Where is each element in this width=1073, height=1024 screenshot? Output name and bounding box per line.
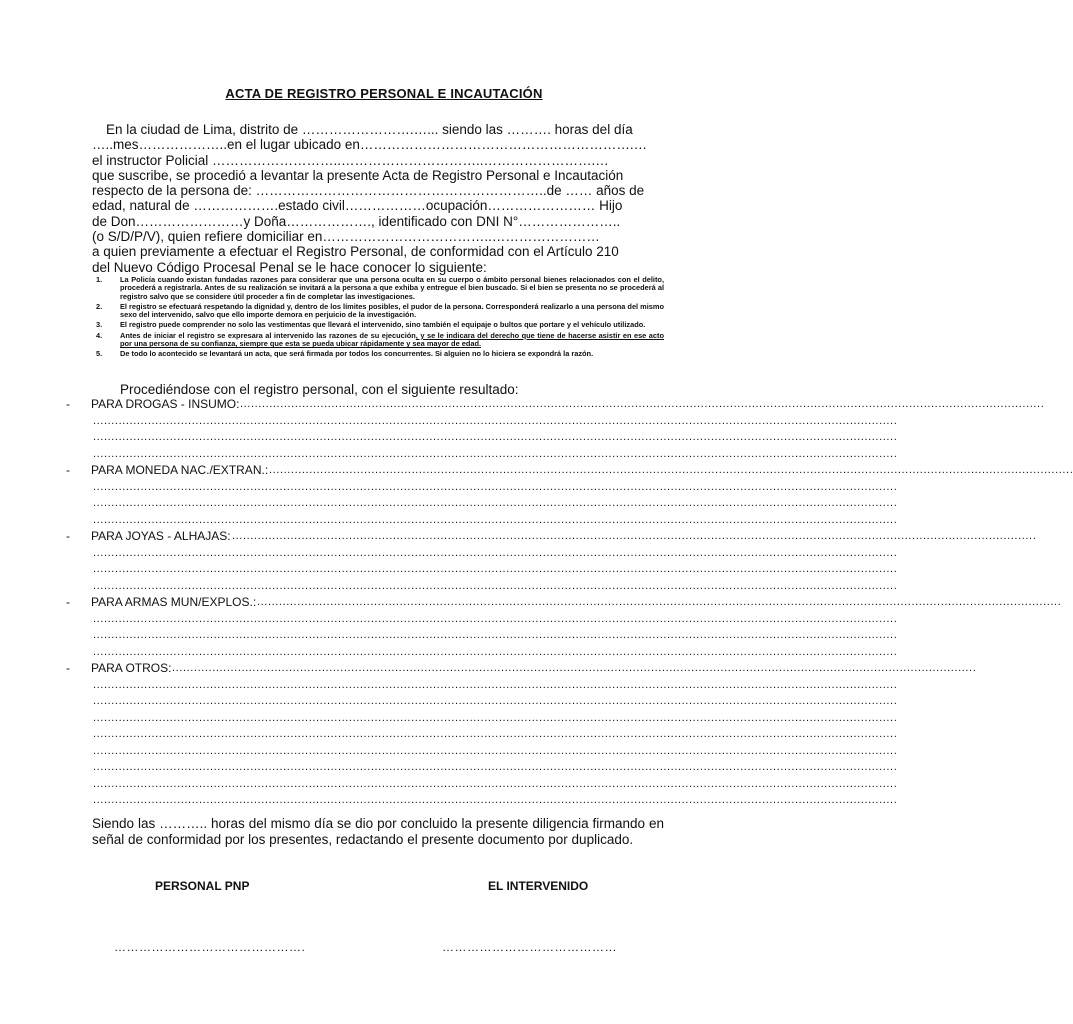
signature-line-pnp[interactable]: ……………………………………….: [114, 940, 306, 954]
fill-in-row: [0, 759, 898, 776]
note-text: De todo lo acontecido se levantará un acta, que será firmada por todos los concurrentes. Si alguien no lo hiciera se expondrá la razón.: [120, 349, 594, 359]
fill-in-line[interactable]: ............................................................................................................................................................................................................................: [93, 612, 898, 625]
fill-in-line[interactable]: ............................................................................................................................................................................................................................: [93, 728, 898, 740]
fill-in-row: [0, 495, 898, 512]
section-label: PARA DROGAS - INSUMO:: [91, 397, 240, 411]
bullet-dash: -: [66, 397, 70, 411]
intro-line: del Nuevo Código Procesal Penal se le hace conocer lo siguiente:: [92, 259, 487, 275]
note-text: El registro puede comprender no solo las vestimentas que llevará el intervenido, sino también el equipaje o bultos que portare y el vehículo utilizado.: [120, 320, 646, 330]
result-intro: Procediéndose con el registro personal, con el siguiente resultado:: [120, 382, 519, 397]
legal-note: [96, 332, 664, 349]
closing-paragraph: Siendo las ……….. horas del mismo día se dio por concluido la presente diligencia firmando en señal de conformidad por los presentes, redactando el presente documento por duplicado.: [92, 816, 664, 847]
note-number: 3.: [96, 320, 103, 330]
intro-line: que suscribe, se procedió a levantar la presente Acta de Registro Personal e Incautación: [92, 167, 624, 183]
signature-label-intervenido: EL INTERVENIDO: [488, 879, 589, 893]
fill-in-line[interactable]: ............................................................................................................................................................................................................................: [93, 447, 898, 460]
fill-in-row: [0, 776, 898, 793]
fill-in-line[interactable]: ............................................................................................................................................................................................................................: [172, 662, 977, 674]
note-text: Antes de iniciar el registro se expresara al intervenido las razones de su ejecución: [120, 330, 416, 340]
section-label: PARA JOYAS - ALHAJAS:: [91, 529, 231, 543]
legal-note: [96, 276, 664, 301]
fill-in-row: [0, 578, 898, 595]
bullet-dash: -: [66, 661, 70, 675]
fill-in-row: [0, 627, 898, 644]
section-header: [0, 396, 1045, 413]
note-text-underlined: , y se le indicara del derecho que tiene de hacerse asistir en ese acto por una persona de su confianza, siempre que esta se pueda ubicar rápidamente y sea mayor de edad.: [120, 330, 664, 349]
fill-in-row: [0, 693, 898, 710]
fill-in-row: [0, 792, 898, 809]
fill-in-line[interactable]: ............................................................................................................................................................................................................................: [93, 579, 898, 592]
note-text: El registro se efectuará respetando la dignidad y, dentro de los límites posibles, el pudor de la persona. Corresponderá realizarlo a una persona del mismo sexo del intervenido, salvo que ello importe demora en perjuicio de la investigación.: [120, 301, 664, 320]
fill-in-line[interactable]: ............................................................................................................................................................................................................................: [93, 629, 898, 641]
fill-in-line[interactable]: ............................................................................................................................................................................................................................: [93, 794, 898, 806]
fill-in-row: [0, 726, 898, 743]
fill-in-line[interactable]: ............................................................................................................................................................................................................................: [93, 711, 898, 724]
fill-in-row: [0, 677, 898, 694]
fill-in-row: [0, 545, 898, 562]
fill-in-row: [0, 512, 898, 529]
intro-line: respecto de la persona de: ………………………………………………………..de …… años de: [92, 183, 645, 199]
intro-line: a quien previamente a efectuar el Registro Personal, de conformidad con el Artículo 210: [92, 244, 619, 260]
fill-in-line[interactable]: ............................................................................................................................................................................................................................: [93, 513, 898, 526]
fill-in-line[interactable]: ............................................................................................................................................................................................................................: [93, 761, 898, 773]
fill-in-line[interactable]: ............................................................................................................................................................................................................................: [93, 744, 898, 757]
section-header: [0, 594, 1062, 611]
fill-in-line[interactable]: ............................................................................................................................................................................................................................: [93, 546, 898, 559]
section-header: [0, 462, 1073, 479]
section-label: PARA OTROS:: [91, 661, 172, 675]
fill-in-line[interactable]: ............................................................................................................................................................................................................................: [93, 497, 898, 509]
intro-line: edad, natural de ……………….estado civil………………ocupación…………………… Hijo: [92, 198, 623, 214]
section-label: PARA MONEDA NAC./EXTRAN.:: [91, 463, 269, 477]
signature-line-intervenido[interactable]: ……………………………………: [442, 940, 617, 954]
result-section: [0, 660, 977, 809]
fill-in-row: [0, 611, 898, 628]
result-sections: [0, 396, 1073, 809]
fill-in-line[interactable]: ............................................................................................................................................................................................................................: [93, 480, 898, 493]
legal-notes-list: [96, 276, 664, 361]
fill-in-line[interactable]: ............................................................................................................................................................................................................................: [93, 645, 898, 658]
result-section: [0, 528, 1037, 594]
legal-note: [96, 321, 664, 329]
fill-in-row: [0, 429, 898, 446]
note-number: 1.: [96, 275, 103, 284]
section-header: [0, 660, 977, 677]
intro-line: el instructor Policial ………………………..…………………………..…………………….…: [92, 152, 609, 168]
fill-in-row: [0, 446, 898, 463]
fill-in-line[interactable]: ............................................................................................................................................................................................................................: [240, 398, 1045, 410]
fill-in-line[interactable]: ............................................................................................................................................................................................................................: [269, 464, 1073, 476]
fill-in-line[interactable]: ............................................................................................................................................................................................................................: [93, 414, 898, 427]
signature-label-pnp: PERSONAL PNP: [155, 879, 250, 893]
fill-in-line[interactable]: ............................................................................................................................................................................................................................: [93, 695, 898, 707]
fill-in-row: [0, 479, 898, 496]
fill-in-row: [0, 743, 898, 760]
note-number: 4.: [96, 330, 103, 340]
fill-in-line[interactable]: ............................................................................................................................................................................................................................: [93, 777, 898, 790]
fill-in-line[interactable]: ............................................................................................................................................................................................................................: [257, 596, 1062, 608]
intro-line: En la ciudad de Lima, distrito de …………………….…... siendo las ………. horas del día: [106, 122, 633, 137]
fill-in-row: [0, 561, 898, 578]
section-label: PARA ARMAS MUN/EXPLOS.:: [91, 595, 257, 609]
bullet-dash: -: [66, 595, 70, 609]
fill-in-line[interactable]: ............................................................................................................................................................................................................................: [232, 530, 1037, 542]
intro-paragraph: [92, 122, 664, 275]
fill-in-line[interactable]: ............................................................................................................................................................................................................................: [93, 431, 898, 443]
fill-in-row: [0, 710, 898, 727]
note-number: 2.: [96, 301, 103, 311]
fill-in-row: [0, 413, 898, 430]
intro-line: …..mes………………..en el lugar ubicado en…………………………………………………….…: [92, 137, 648, 153]
fill-in-row: [0, 644, 898, 661]
note-number: 5.: [96, 349, 103, 359]
result-section: [0, 594, 1062, 660]
fill-in-line[interactable]: ............................................................................................................................................................................................................................: [93, 563, 898, 575]
intro-line: (o S/D/P/V), quien refiere domiciliar en………………………………..……………………: [92, 229, 600, 245]
section-header: [0, 528, 1037, 545]
note-text: La Policía cuando existan fundadas razones para considerar que una persona oculta en su cuerpo o ámbito personal bienes relacionados con el delito, procederá a registrarla. Antes de su realización se invitará a la persona a que exhiba y entregue el bien buscado. Si el bien se presenta no se procederá al registro salvo que se considere útil proceder a fin de completar las investigaciones.: [120, 275, 664, 301]
legal-note: [96, 303, 664, 320]
result-section: [0, 462, 1073, 528]
fill-in-line[interactable]: ............................................................................................................................................................................................................................: [93, 678, 898, 691]
bullet-dash: -: [66, 463, 70, 477]
result-section: [0, 396, 1045, 462]
intro-line: de Don……………………y Doña………………., identificado con DNI N°…………………..: [92, 213, 621, 229]
note-text-wrapper: [120, 332, 664, 349]
legal-note: [96, 350, 664, 358]
bullet-dash: -: [66, 529, 70, 543]
document-title: ACTA DE REGISTRO PERSONAL E INCAUTACIÓN: [225, 86, 543, 101]
